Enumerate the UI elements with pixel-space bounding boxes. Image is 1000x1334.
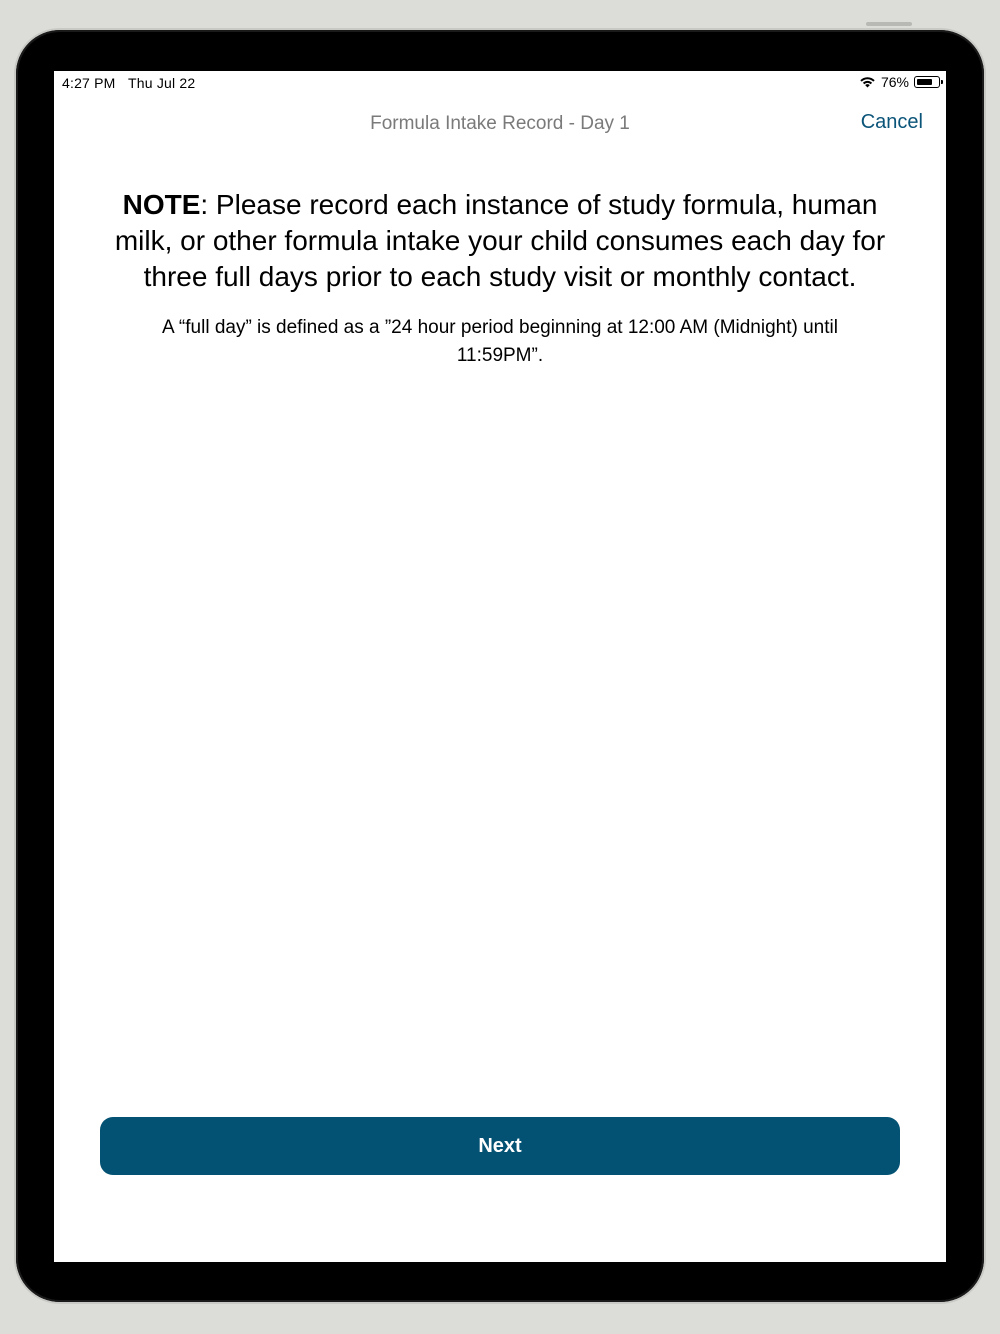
cancel-button[interactable]: Cancel	[860, 111, 923, 133]
battery-tip	[941, 80, 943, 84]
full-day-definition: A “full day” is defined as a ”24 hour period beginning at 12:00 AM (Midnight) until 11:59PM”.	[162, 317, 838, 366]
next-button[interactable]: Next	[100, 1117, 900, 1175]
device-top-button	[866, 22, 912, 26]
status-indicators	[859, 74, 940, 90]
page-title: Formula Intake Record - Day 1	[370, 113, 630, 134]
battery-percent: 76%	[880, 74, 909, 90]
note-paragraph	[94, 187, 906, 295]
note-label: NOTE	[122, 189, 201, 220]
battery-fill	[917, 79, 932, 85]
note-text: : Please record each instance of study formula, human milk, or other formula intake your child consumes each day for three full days prior to each study visit or monthly contact.	[114, 189, 886, 292]
status-date: Thu Jul 22	[128, 75, 196, 91]
navigation-bar	[54, 103, 946, 147]
status-time: 4:27 PM	[62, 75, 116, 91]
status-bar	[54, 71, 946, 95]
app-screen	[54, 71, 946, 1262]
wifi-icon	[859, 76, 876, 88]
battery-icon	[914, 76, 940, 88]
